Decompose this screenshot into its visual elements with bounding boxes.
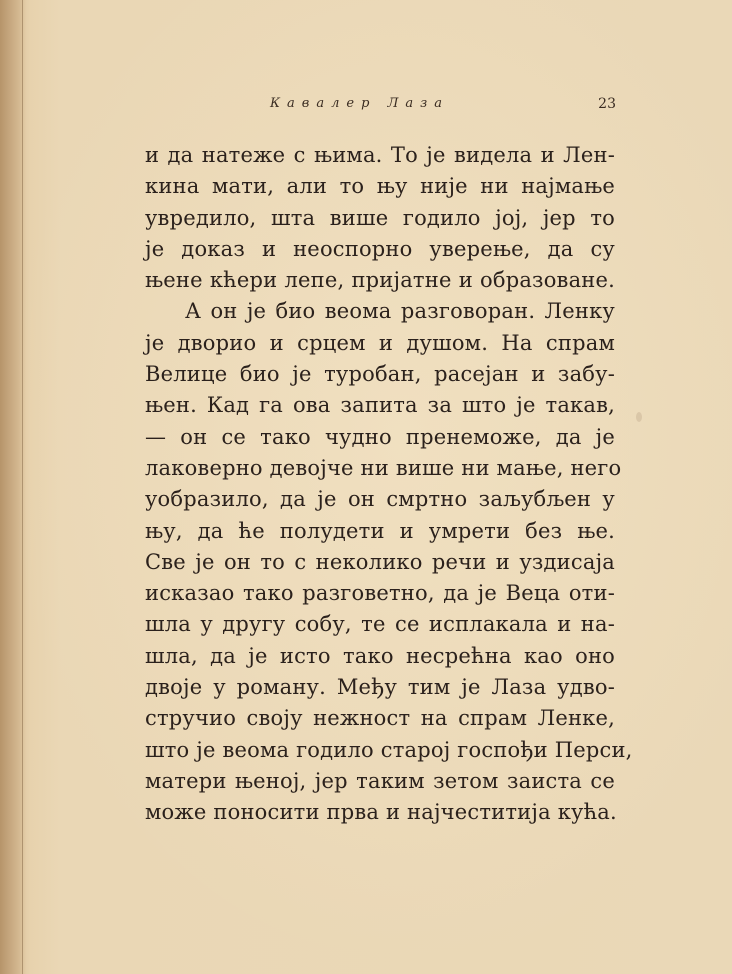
- text-line: кина мати, али то њу није ни најмање: [145, 174, 615, 199]
- text-line: њен. Кад га ова запита за што је такав,: [145, 393, 615, 418]
- text-line: њу, да ће полудети и умрети без ње.: [145, 518, 615, 543]
- text-line: уобразило, да је он смртно заљубљен у: [145, 487, 615, 512]
- running-title: Кавалер Лаза: [270, 96, 449, 111]
- text-line: Све је он то с неколико речи и уздисаја: [145, 549, 615, 574]
- gutter-edge: [22, 0, 23, 974]
- text-line: увредило, шта више годило јој, јер то: [145, 205, 615, 230]
- text-line: двоје у роману. Међу тим је Лаза удво-: [145, 675, 615, 700]
- text-line: исказао тако разговетно, да је Веца оти-: [145, 581, 615, 606]
- text-line: лаковерно девојче ни више ни мање, него: [145, 455, 622, 480]
- text-line: шла у другу собу, те се исплакала и на-: [145, 612, 615, 637]
- text-line: стручио своју нежност на спрам Ленке,: [145, 706, 615, 731]
- text-line: — он се тако чудно пренеможе, да је: [145, 424, 615, 449]
- page-number: 23: [598, 96, 616, 112]
- paragraph-2: [145, 296, 633, 828]
- text-line: може поносити прва и најчеститија кућа.: [145, 800, 617, 825]
- text-line: је дворио и срцем и душом. На спрам: [145, 330, 615, 355]
- paragraph-1: [145, 140, 615, 296]
- page-header: [140, 96, 620, 120]
- text-line: је доказ и неоспорно уверење, да су: [145, 236, 615, 261]
- text-line: шла, да је исто тако несрећна као оно: [145, 643, 615, 668]
- text-line: матери њеној, јер таким зетом заиста се: [145, 768, 615, 793]
- body-text: [145, 140, 633, 829]
- ink-smudge: [636, 412, 642, 422]
- text-line: њене кћери лепе, пријатне и образоване.: [145, 268, 615, 293]
- text-line: и да натеже с њима. То је видела и Лен-: [145, 143, 615, 167]
- text-line: А он је био веома разговоран. Ленку: [185, 299, 615, 324]
- text-line: што је веома годило старој госпођи Перси,: [145, 737, 633, 762]
- text-line: Велице био је туробан, расејан и забу-: [145, 362, 615, 387]
